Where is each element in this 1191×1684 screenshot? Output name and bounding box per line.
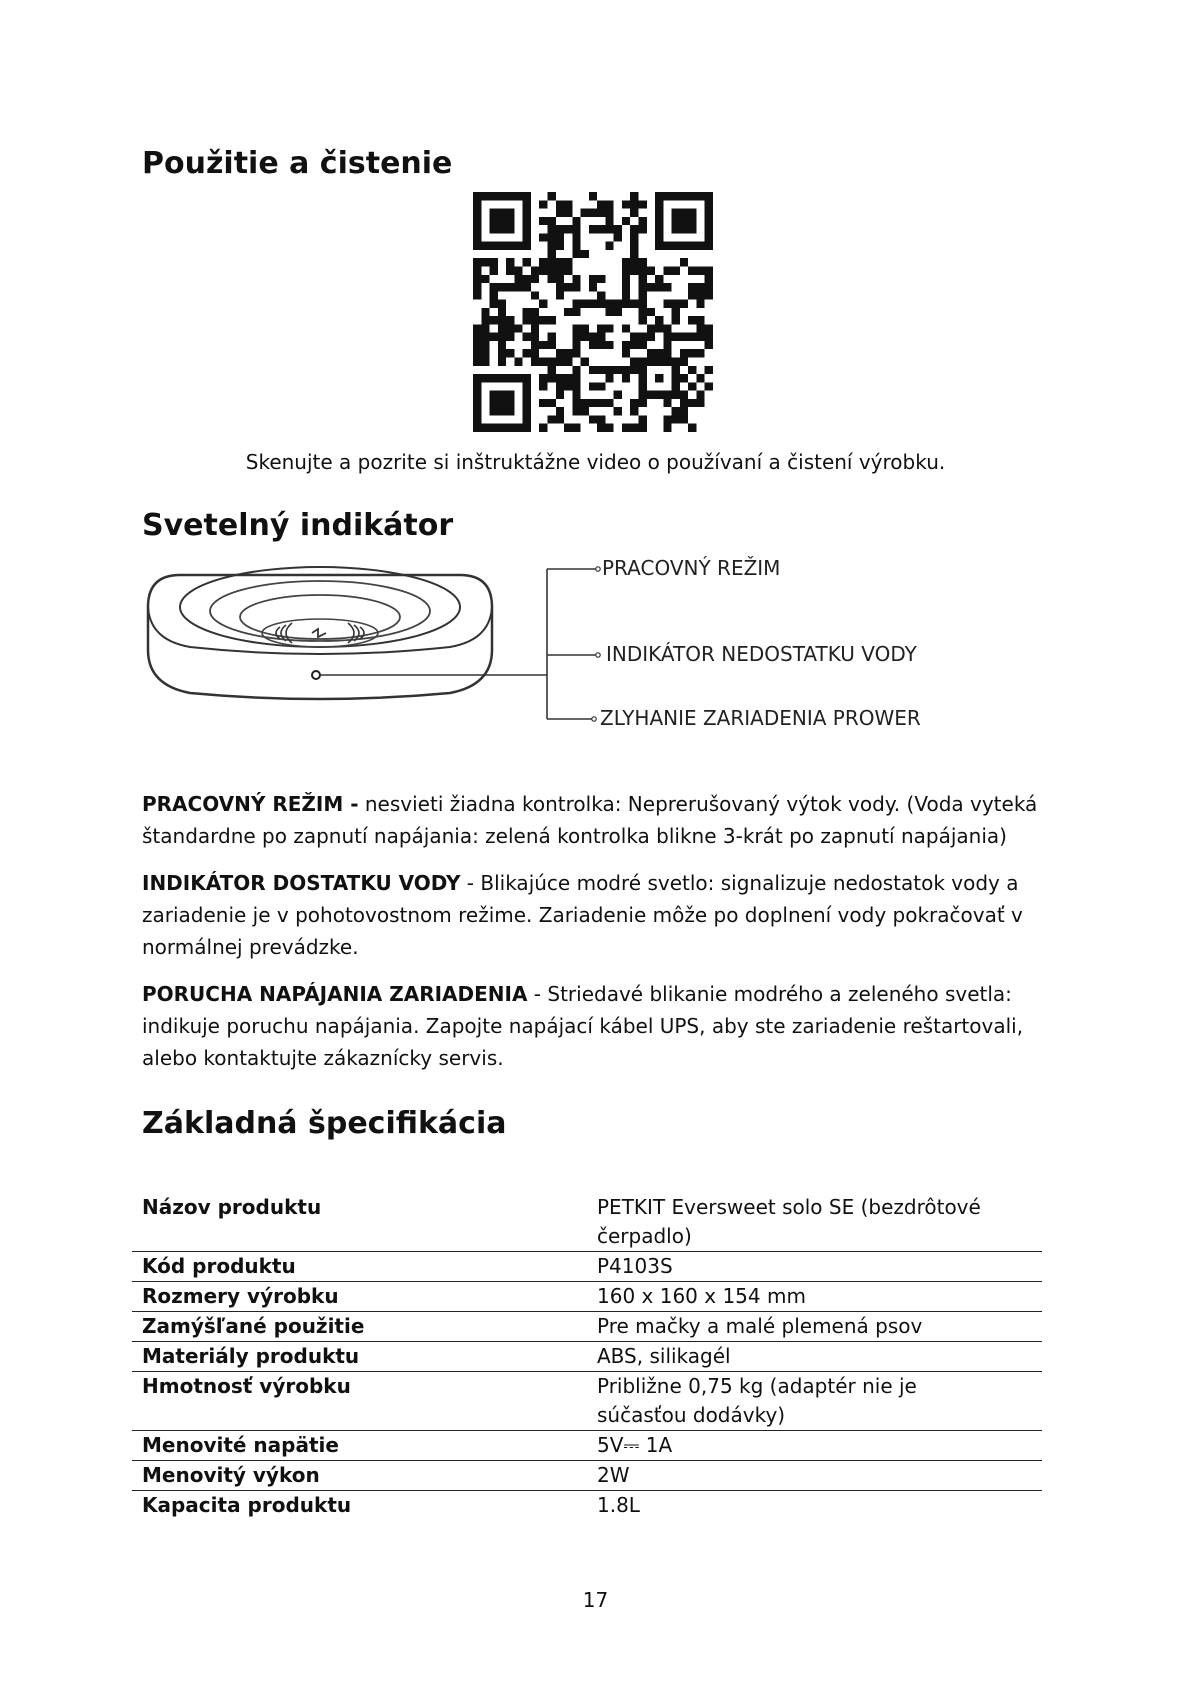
indicator-diagram (140, 555, 1060, 755)
table-row (132, 1372, 1042, 1431)
paragraph-power-failure (142, 978, 1052, 1074)
qr-caption: Skenujte a pozrite si inštruktážne video o používaní a čistení výrobku. (245, 450, 946, 474)
qr-code[interactable] (473, 192, 713, 432)
section-title-spec: Základná špecifikácia (142, 1106, 507, 1141)
table-row (132, 1252, 1042, 1282)
spec-table (132, 1193, 1042, 1520)
diagram-label-power-failure: ZLYHANIE ZARIADENIA PROWER (600, 706, 921, 730)
spec-key: Zamýšľané použitie (142, 1314, 365, 1338)
table-row (132, 1342, 1042, 1372)
term-power-failure: PORUCHA NAPÁJANIA ZARIADENIA (142, 982, 528, 1006)
spec-value: P4103S (597, 1254, 673, 1278)
spec-key: Kapacita produktu (142, 1493, 352, 1517)
spec-value: PETKIT Eversweet solo SE (bezdrôtové čerpadlo) (597, 1195, 981, 1248)
indicator-light-icon (312, 671, 320, 679)
spec-key: Materiály produktu (142, 1344, 360, 1368)
spec-key: Hmotnosť výrobku (142, 1374, 351, 1398)
spec-value: ABS, silikagél (597, 1344, 731, 1368)
spec-value: 2W (597, 1463, 630, 1487)
table-row (132, 1312, 1042, 1342)
wireless-wave-icon (276, 623, 364, 643)
spec-key: Názov produktu (142, 1195, 322, 1219)
term-water-indicator: INDIKÁTOR DOSTATKU VODY (142, 871, 461, 895)
page-number: 17 (582, 1588, 609, 1612)
table-row (132, 1461, 1042, 1491)
spec-value: 160 x 160 x 154 mm (597, 1284, 806, 1308)
spec-value: Približne 0,75 kg (adaptér nie je súčasťou dodávky) (597, 1374, 917, 1427)
spec-value: 1.8L (597, 1493, 640, 1517)
diagram-label-working-mode: PRACOVNÝ REŽIM (602, 556, 781, 580)
table-row (132, 1193, 1042, 1252)
text-working-mode: nesvieti žiadna kontrolka: Neprerušovaný výtok vody. (Voda vyteká štandardne po zapnutí napájania: zelená kontrolka blikne 3-krát po zapnutí napájania) (142, 792, 1038, 848)
text-power-failure: - Striedavé blikanie modrého a zeleného svetla: indikuje poruchu napájania. Zapojte napájací kábel UPS, aby ste zariadenie reštartovali, alebo kontaktujte zákaznícky servis. (142, 982, 1024, 1070)
term-working-mode: PRACOVNÝ REŽIM - (142, 792, 359, 816)
spec-value: 5V⎓ 1A (597, 1433, 673, 1457)
table-row (132, 1491, 1042, 1521)
section-title-usage: Použitie a čistenie (142, 146, 453, 181)
spec-key: Kód produktu (142, 1254, 296, 1278)
table-row (132, 1282, 1042, 1312)
spec-value: Pre mačky a malé plemená psov (597, 1314, 923, 1338)
spec-key: Menovité napätie (142, 1433, 339, 1457)
diagram-label-water-shortage: INDIKÁTOR NEDOSTATKU VODY (606, 642, 917, 666)
spec-key: Rozmery výrobku (142, 1284, 339, 1308)
section-title-indicator: Svetelný indikátor (142, 508, 454, 543)
spec-key: Menovitý výkon (142, 1463, 320, 1487)
text-water-indicator: - Blikajúce modré svetlo: signalizuje nedostatok vody a zariadenie je v pohotovostnom režime. Zariadenie môže po doplnení vody pokračovať v normálnej prevádzke. (142, 871, 1023, 959)
table-row (132, 1431, 1042, 1461)
paragraph-water-indicator (142, 867, 1052, 963)
paragraph-working-mode (142, 788, 1052, 852)
